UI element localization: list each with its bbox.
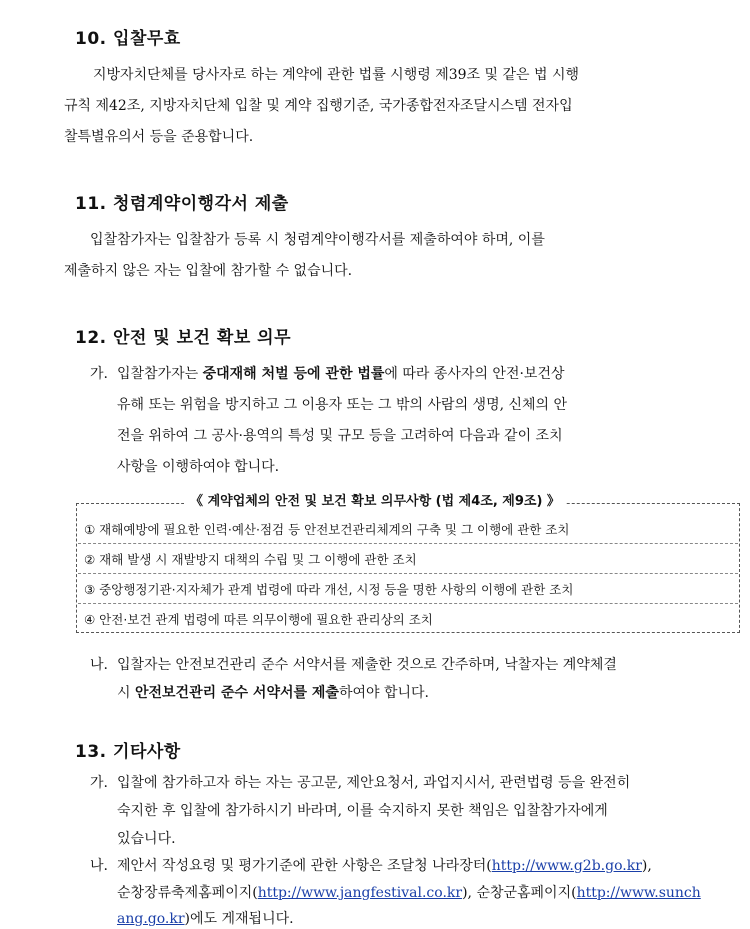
section-10-line: 지방자치단체를 당사자로 하는 계약에 관한 법률 시행령 제39조 및 같은 법 시행 bbox=[93, 67, 580, 83]
section-12-ga-line: 전을 위하여 그 공사·용역의 특성 및 규모 등을 고려하여 다음과 같이 조치 bbox=[117, 428, 563, 444]
jangfestival-link[interactable]: http://www.jangfestival.co.kr bbox=[257, 885, 463, 901]
section-10-line: 찰특별유의서 등을 준용합니다. bbox=[64, 129, 254, 145]
item-ga-marker: 가. bbox=[90, 366, 108, 382]
obligation-item: ④ 안전·보건 관계 법령에 따른 의무이행에 필요한 관리상의 조치 bbox=[84, 612, 433, 627]
section-13-title: 13. 기타사항 bbox=[75, 742, 181, 762]
divider bbox=[78, 543, 738, 544]
obligation-item: ② 재해 발생 시 재발방지 대책의 수립 및 그 이행에 관한 조치 bbox=[84, 552, 417, 567]
obligation-item: ③ 중앙행정기관·지자체가 관계 법령에 따라 개선, 시정 등을 명한 사항의 이행에 관한 조치 bbox=[84, 582, 574, 597]
section-13-ga-line: 있습니다. bbox=[117, 831, 176, 847]
sunchang-link-cont[interactable]: ang.go.kr bbox=[117, 911, 185, 927]
divider bbox=[78, 573, 738, 574]
obligations-box-title bbox=[0, 490, 750, 509]
section-12-ga-line bbox=[117, 363, 565, 383]
text-run: 하여야 합니다. bbox=[338, 685, 429, 701]
text-run: 제안서 작성요령 및 평가기준에 관한 사항은 조달청 나라장터( bbox=[117, 858, 492, 874]
section-13-ga-line: 숙지한 후 입찰에 참가하시기 바라며, 이를 숙지하지 못한 책임은 입찰참가자에게 bbox=[117, 803, 608, 819]
section-13-na-line bbox=[117, 882, 701, 902]
sunchang-link[interactable]: http://www.sunch bbox=[576, 885, 701, 901]
section-12-title: 12. 안전 및 보건 확보 의무 bbox=[75, 328, 292, 348]
text-run: ), bbox=[641, 858, 652, 874]
obligation-item: ① 재해예방에 필요한 인력·예산·점검 등 안전보건관리체계의 구축 및 그 이행에 관한 조치 bbox=[84, 522, 570, 537]
section-12-ga-line: 사항을 이행하여야 합니다. bbox=[117, 459, 280, 475]
section-11-title: 11. 청렴계약이행각서 제출 bbox=[75, 194, 289, 214]
text-run: 시 bbox=[117, 685, 135, 701]
section-12-ga-line: 유해 또는 위험을 방지하고 그 이용자 또는 그 밖의 사람의 생명, 신체의 안 bbox=[117, 397, 568, 413]
text-run: )에도 게재됩니다. bbox=[184, 911, 294, 927]
section-11-line: 제출하지 않은 자는 입찰에 참가할 수 없습니다. bbox=[64, 263, 353, 279]
pledge-text: 안전보건관리 준수 서약서를 제출 bbox=[134, 685, 339, 701]
section-12-na-line: 입찰자는 안전보건관리 준수 서약서를 제출한 것으로 간주하며, 낙찰자는 계약체결 bbox=[117, 657, 617, 673]
g2b-link[interactable]: http://www.g2b.go.kr bbox=[491, 858, 642, 874]
section-10-title: 10. 입찰무효 bbox=[75, 29, 181, 49]
item-na-marker: 나. bbox=[90, 657, 108, 673]
section-13-na-line bbox=[117, 908, 294, 928]
law-name: 중대재해 처벌 등에 관한 법률 bbox=[202, 366, 385, 382]
item-ga-marker: 가. bbox=[90, 775, 108, 791]
divider bbox=[78, 603, 738, 604]
item-na-marker: 나. bbox=[90, 858, 108, 874]
text-run: ), 순창군홈페이지( bbox=[462, 885, 577, 901]
section-12-na-line bbox=[117, 682, 429, 702]
section-13-na-line bbox=[117, 855, 652, 875]
box-title-text: 《 계약업체의 안전 및 보건 확보 의무사항 (법 제4조, 제9조) 》 bbox=[184, 494, 566, 509]
section-13-ga-line: 입찰에 참가하고자 하는 자는 공고문, 제안요청서, 과업지시서, 관련법령 등을 완전히 bbox=[117, 775, 631, 791]
text-run: 에 따라 종사자의 안전·보건상 bbox=[384, 366, 565, 382]
section-10-line: 규칙 제42조, 지방자치단체 입찰 및 계약 집행기준, 국가종합전자조달시스템 전자입 bbox=[64, 98, 573, 114]
section-11-line: 입찰참가자는 입찰참가 등록 시 청렴계약이행각서를 제출하여야 하며, 이를 bbox=[90, 232, 545, 248]
text-run: 입찰참가자는 bbox=[117, 366, 203, 382]
text-run: 순창장류축제홈페이지( bbox=[117, 885, 258, 901]
